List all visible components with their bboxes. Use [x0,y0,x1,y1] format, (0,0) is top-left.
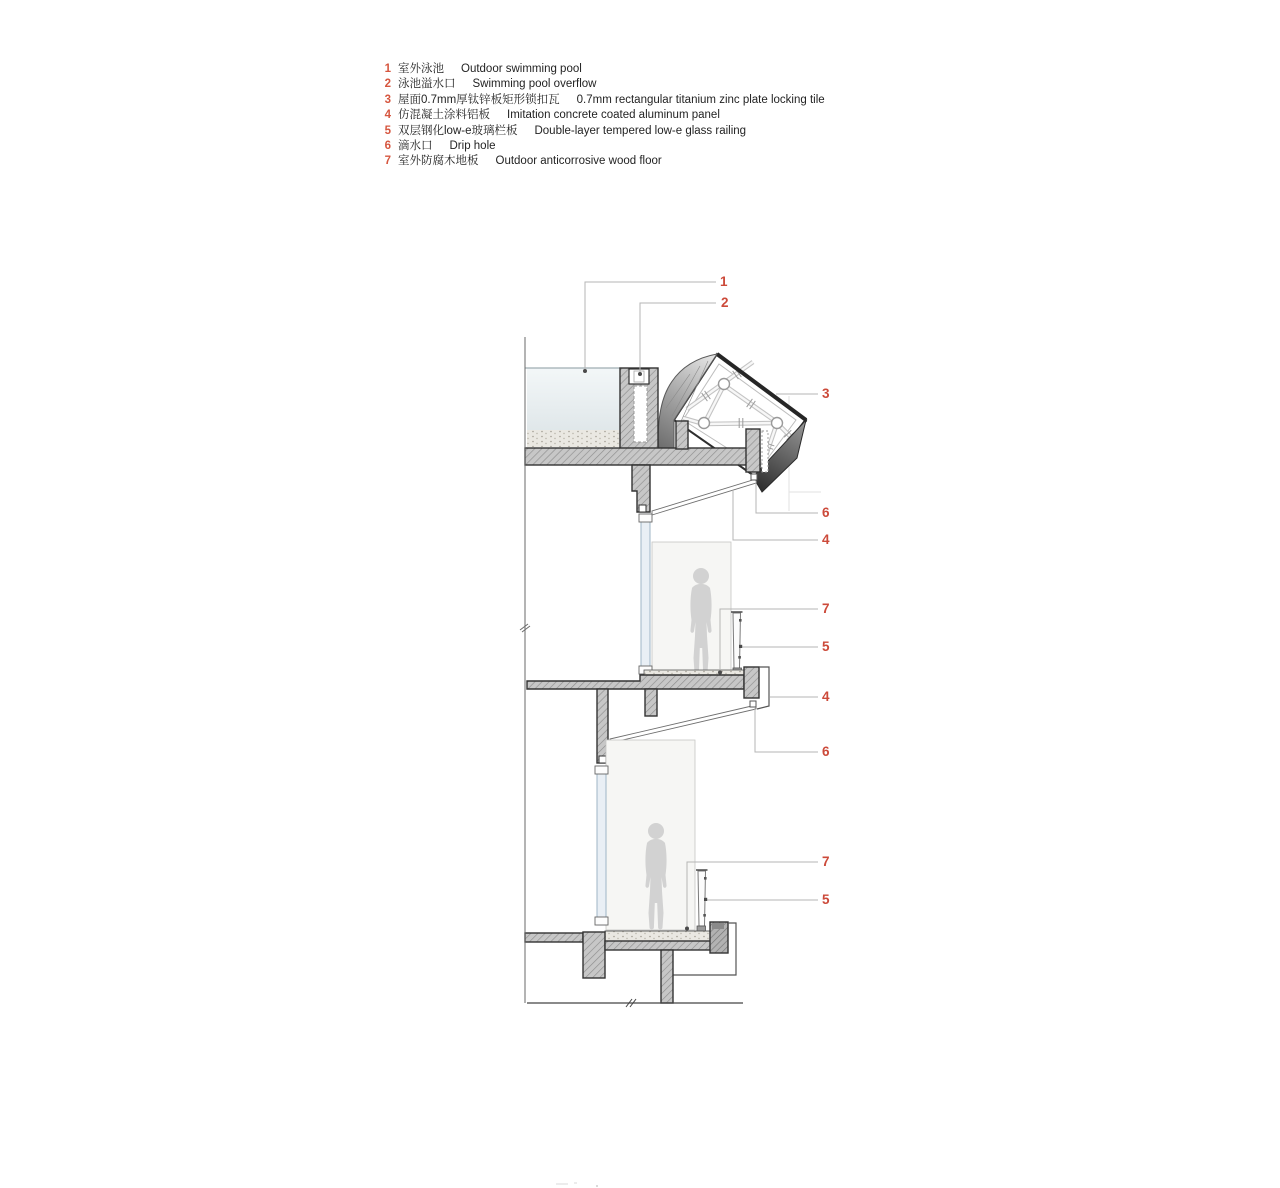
pool-bottom-finish [527,430,620,447]
glass-head-transom-lower [595,766,608,774]
legend-item-number: 7 [384,155,391,168]
legend-item-label-en: Imitation concrete coated aluminum panel [507,109,720,122]
soffit-panel-middle [610,705,756,743]
curtain-wall-lower [597,766,606,925]
callout-glass-railing-middle: 5 [822,639,830,654]
callout-drip-hole-upper: 6 [822,505,830,520]
drip-edge-upper [751,474,757,480]
legend-item-label-en: Swimming pool overflow [472,78,597,91]
callout-aluminum-panel-upper: 4 [822,532,830,547]
callout-glass-railing-lower: 5 [822,892,830,907]
ground-floor [525,922,743,1007]
callout-drip-hole-middle: 6 [822,744,830,759]
legend-item-number: 2 [384,78,391,91]
foundation-column [661,950,673,1003]
legend-item-number: 1 [384,63,391,75]
soffit-panel-upper [652,474,757,515]
legend-item-label-cn: 室外防腐木地板 [398,155,479,168]
legend-item-label-en: 0.7mm rectangular titanium zinc plate locking tile [576,93,825,106]
glass-sill-transom-lower [595,917,608,925]
callout-wood-floor-middle: 7 [822,601,830,616]
roof-support-column [746,429,760,472]
slab-band-left [525,933,583,942]
legend-item-label-cn: 仿混凝土涂料铝板 [398,109,490,122]
legend-item-label-cn: 室外泳池 [398,63,444,75]
callout-wood-floor-lower: 7 [822,854,830,869]
glass-railing-middle [731,612,743,674]
wall-drip-notch-middle [599,756,606,763]
roof-support-stub [676,421,688,449]
middle-slab [527,675,744,689]
callout-aluminum-panel-middle: 4 [822,689,830,704]
edge-block-cap [712,923,724,929]
drip-edge-middle [750,701,756,707]
ground-slab [605,941,711,950]
callout-outdoor-swimming-pool: 1 [720,274,728,289]
parapet-middle [744,667,759,698]
flashing-strip [762,431,768,472]
upper-slab [525,448,760,465]
legend-item-number: 6 [384,140,391,153]
middle-beam [645,689,657,716]
overflow-pipe [634,386,647,442]
lower-level [595,740,708,932]
glass-head-transom [639,514,652,522]
legend-item-label-en: Drip hole [449,140,496,153]
pool [525,368,620,447]
legend-item-label-en: Double-layer tempered low-e glass railing [534,124,747,137]
legend-item-label-cn: 双层钢化low-e玻璃栏板 [398,124,518,137]
curtain-wall-upper [641,514,650,674]
legend-item-label-en: Outdoor swimming pool [461,63,582,75]
legend-item-label-en: Outdoor anticorrosive wood floor [495,155,662,168]
legend-item-label-cn: 泳池溢水口 [398,78,456,91]
callout-swimming-pool-overflow: 2 [721,295,729,310]
callout-titanium-zinc-roof-tile: 3 [822,386,830,401]
wall-drip-notch-upper [639,505,646,512]
wood-floor-middle [644,670,744,675]
down-beam [583,932,605,978]
middle-level [639,514,743,675]
page-fold-mark [556,1183,598,1187]
legend-item-number: 3 [384,93,391,106]
legend-item-number: 5 [384,124,391,137]
wood-floor-lower [605,931,711,941]
legend-item-label-cn: 屋面0.7mm厚钛锌板矩形锁扣瓦 [398,93,560,106]
legend-item-label-cn: 滴水口 [398,140,433,153]
legend-item-number: 4 [384,109,391,122]
